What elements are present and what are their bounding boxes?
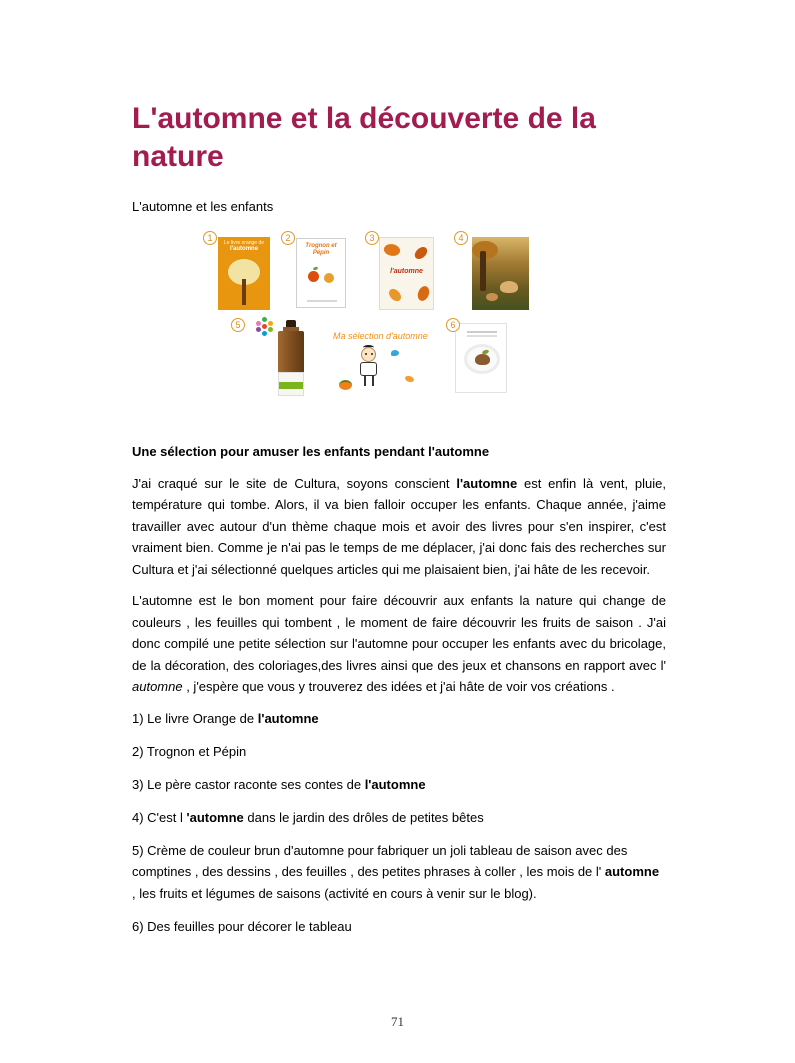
cartoon-eyes xyxy=(365,353,367,355)
tree-trunk-illustration xyxy=(242,279,246,305)
item-badge-4: 4 xyxy=(454,231,468,245)
item-badge-6: 6 xyxy=(446,318,460,332)
list-item-text: 2) Trognon et Pépin xyxy=(132,743,247,759)
item-badge-5: 5 xyxy=(231,318,245,332)
paragraph-text: , j'espère que vous y trouverez des idées et j'ai hâte de voir vos créations . xyxy=(182,679,615,694)
paragraph-text: est enfin là vent, pluie, température qui tombe. Alors, il va bien falloir occuper les enfants. Chaque année, j'aime travailler avec autour d'un thème chaque mois et avoir des livres pour s'en inspirer, c'est vraiment bien. Comme je n'ai pas le temps de me déplacer, j'ai donc fais des recherches sur Cultura et j'ai sélectionné quelques articles qui me plaisaient bien, j'ai hâte de les recevoir. xyxy=(132,475,666,577)
bold-keyword: l'automne xyxy=(257,710,319,726)
cover-text-line xyxy=(467,331,497,333)
list-item xyxy=(132,840,666,905)
leaf-icon xyxy=(404,374,415,384)
list-item-text: 3) Le père castor raconte ses contes de xyxy=(132,776,365,792)
animal-illustration xyxy=(486,293,498,301)
pumpkin-icon xyxy=(339,380,352,390)
leaf-icon xyxy=(387,286,403,303)
hedgehog-illustration xyxy=(475,354,490,365)
page-title: L'automne et la découverte de la nature xyxy=(132,102,596,173)
selection-caption: Ma sélection d'automne xyxy=(333,331,428,341)
cartoon-body xyxy=(360,362,377,376)
tree-trunk-illustration xyxy=(480,251,486,291)
tube-cap xyxy=(286,320,296,327)
list-item xyxy=(132,807,666,829)
book-cover-title: l'automne xyxy=(229,246,259,252)
paragraph-1 xyxy=(132,473,666,581)
cultura-logo-icon xyxy=(262,324,267,329)
animal-illustration xyxy=(500,281,518,293)
paint-tube-image xyxy=(277,320,305,398)
leaf-icon xyxy=(412,245,429,261)
publisher-line xyxy=(307,300,337,302)
list-item xyxy=(132,916,666,938)
apple-character-illustration xyxy=(308,271,319,282)
pear-character-illustration xyxy=(324,273,334,283)
cartoon-head xyxy=(361,347,376,362)
item-badge-3: 3 xyxy=(365,231,379,245)
list-item xyxy=(132,741,666,763)
book-cover-livre-orange xyxy=(218,237,270,310)
book-cover-title: l'automne xyxy=(390,268,423,275)
book-cover-droles-de-petites-betes xyxy=(472,237,529,310)
bird-icon xyxy=(391,350,399,356)
bold-keyword: automne xyxy=(604,864,660,879)
plate-book-cover xyxy=(455,323,507,393)
bold-keyword: l'automne xyxy=(456,475,518,491)
leaf-icon xyxy=(382,241,402,259)
list-item-text: 1) Le livre Orange de xyxy=(132,710,258,726)
list-item-text: dans le jardin des drôles de petites bêtes xyxy=(243,809,484,825)
intro-line: L'automne et les enfants xyxy=(132,199,274,214)
bold-keyword: l'automne xyxy=(364,776,426,792)
list-item-text: 4) C'est l xyxy=(132,809,187,825)
list-item xyxy=(132,708,666,730)
list-item-text: 5) Crème de couleur brun d'automne pour fabriquer un joli tableau de saison avec des comptines , des dessins , des feuilles , des petites phrases à coller , les mois de l' xyxy=(132,842,628,879)
selection-illustration xyxy=(333,331,433,401)
page-number: 71 xyxy=(391,1014,404,1029)
italic-keyword: automne xyxy=(132,679,183,694)
list-item-text: , les fruits et légumes de saisons (activité en cours à venir sur le blog). xyxy=(132,885,537,901)
tube-body xyxy=(278,331,304,373)
tube-label-band xyxy=(279,382,303,389)
item-badge-1: 1 xyxy=(203,231,217,245)
book-cover-top-label: Le livre orange de xyxy=(223,240,265,246)
cartoon-legs xyxy=(364,376,366,386)
paragraph-text: L'automne est le bon moment pour faire découvrir aux enfants la nature qui change de couleurs , les feuilles qui tombent , le moment de faire découvrir les fruits de saison . J'ai donc compilé une petite sélection sur l'automne pour occuper les enfants avec du bricolage, de la décoration, des coloriages,des livres ainsi que des jeux et chansons en rapport avec l' xyxy=(132,593,666,673)
book-cover-title: Trognon et Pépin xyxy=(305,243,337,256)
section-heading: Une sélection pour amuser les enfants pendant l'automne xyxy=(132,444,490,459)
book-cover-trognon-et-pepin xyxy=(296,238,346,308)
child-cartoon-illustration xyxy=(333,344,433,398)
bold-keyword: 'automne xyxy=(186,809,244,825)
item-badge-2: 2 xyxy=(281,231,295,245)
book-cover-pere-castor-automne xyxy=(379,237,434,310)
paragraph-2 xyxy=(132,590,666,698)
article-body xyxy=(132,441,666,949)
list-item xyxy=(132,774,666,796)
tube-label xyxy=(278,372,304,396)
paragraph-text: J'ai craqué sur le site de Cultura, soyons conscient xyxy=(132,475,457,491)
leaf-icon xyxy=(415,284,433,303)
list-item-text: 6) Des feuilles pour décorer le tableau xyxy=(132,918,352,934)
